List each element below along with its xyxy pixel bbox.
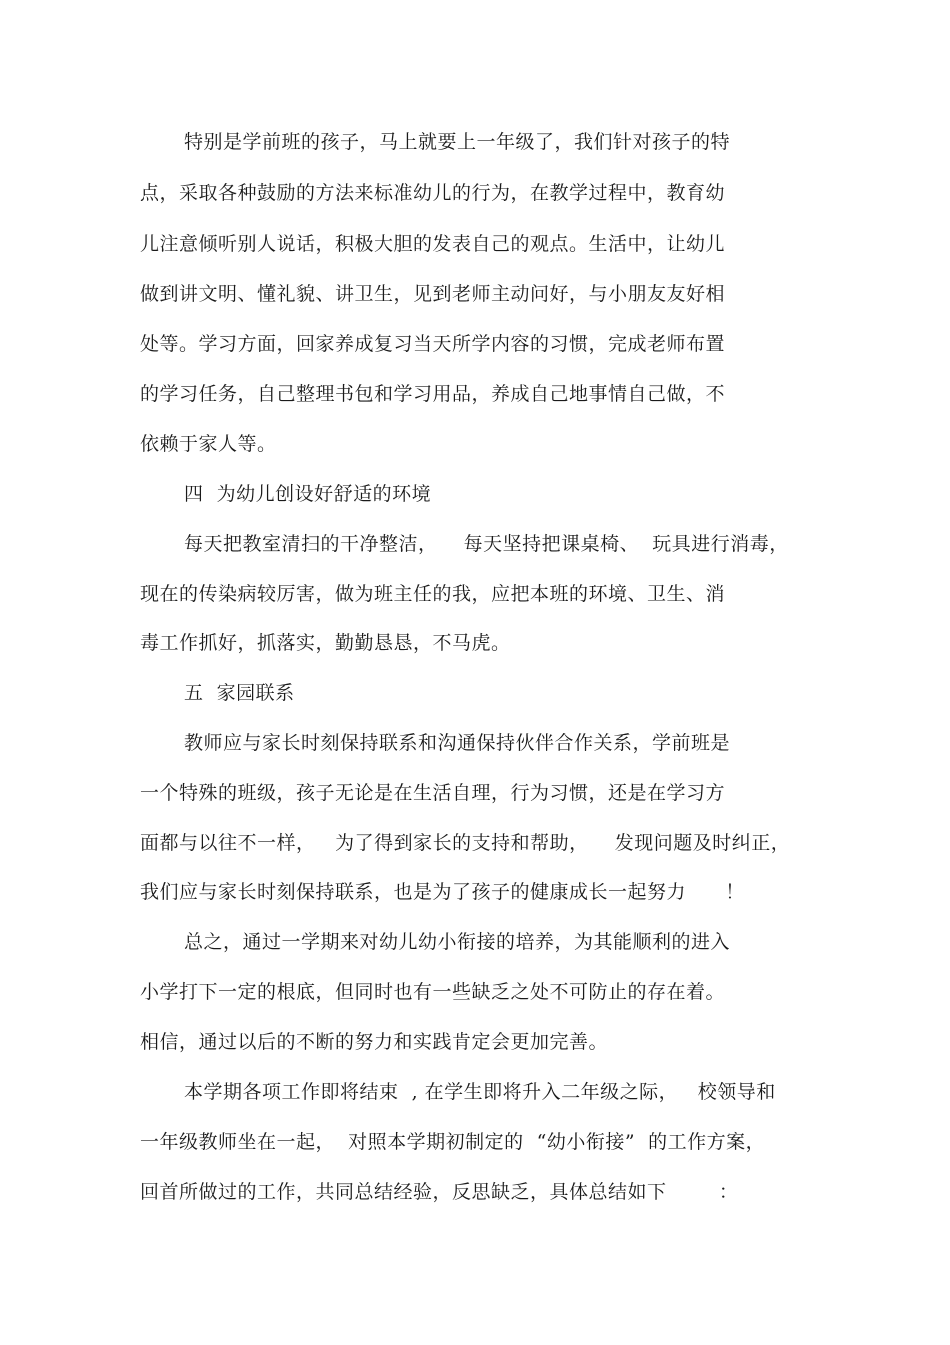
paragraph-1-line-2: 点，采取各种鼓励的方法来标准幼儿的行为，在教学过程中，教育幼 — [140, 182, 726, 204]
paragraph-1-line-5: 处等。学习方面，回家养成复习当天所学内容的习惯，完成老师布置 — [140, 333, 726, 355]
paragraph-3-line-3: 面都与以往不一样， 为了得到家长的支持和帮助， 发现问题及时纠正， — [140, 832, 791, 854]
paragraph-2-line-3: 毒工作抓好，抓落实，勤勤恳恳，不马虎。 — [140, 632, 511, 654]
paragraph-1-line-1: 特别是学前班的孩子，马上就要上一年级了，我们针对孩子的特 — [184, 131, 731, 153]
paragraph-3-line-4: 我们应与家长时刻保持联系，也是为了孩子的健康成长一起努力 ！ — [140, 881, 745, 903]
paragraph-1-line-7: 依赖于家人等。 — [140, 433, 277, 455]
paragraph-5-line-2: 一年级教师坐在一起， 对照本学期初制定的 “幼小衔接” 的工作方案， — [140, 1131, 766, 1153]
paragraph-5-line-1: 本学期各项工作即将结束 , 在学生即将升入二年级之际， 校领导和 — [184, 1081, 776, 1103]
paragraph-2-line-1: 每天把教室清扫的干净整洁， 每天坚持把课桌椅、 玩具进行消毒， — [184, 533, 789, 555]
paragraph-2-line-2: 现在的传染病较厉害，做为班主任的我，应把本班的环境、卫生、消 — [140, 583, 726, 605]
paragraph-4-line-3: 相信，通过以后的不断的努力和实践肯定会更加完善。 — [140, 1031, 609, 1053]
paragraph-3-line-1: 教师应与家长时刻保持联系和沟通保持伙伴合作关系，学前班是 — [184, 732, 731, 754]
section-heading-5: 五 家园联系 — [184, 682, 295, 704]
paragraph-1-line-3: 儿注意倾听别人说话，积极大胆的发表自己的观点。生活中，让幼儿 — [140, 233, 726, 255]
paragraph-1-line-6: 的学习任务，自己整理书包和学习用品，养成自己地事情自己做，不 — [140, 383, 726, 405]
section-heading-4: 四 为幼儿创设好舒适的环境 — [184, 483, 432, 505]
paragraph-4-line-1: 总之，通过一学期来对幼儿幼小衔接的培养，为其能顺利的进入 — [184, 931, 731, 953]
paragraph-5-line-3: 回首所做过的工作，共同总结经验，反思缺乏，具体总结如下 ： — [140, 1181, 739, 1203]
paragraph-1-line-4: 做到讲文明、懂礼貌、讲卫生，见到老师主动问好，与小朋友友好相 — [140, 283, 726, 305]
paragraph-4-line-2: 小学打下一定的根底，但同时也有一些缺乏之处不可防止的存在着。 — [140, 981, 726, 1003]
paragraph-3-line-2: 一个特殊的班级，孩子无论是在生活自理，行为习惯，还是在学习方 — [140, 782, 726, 804]
